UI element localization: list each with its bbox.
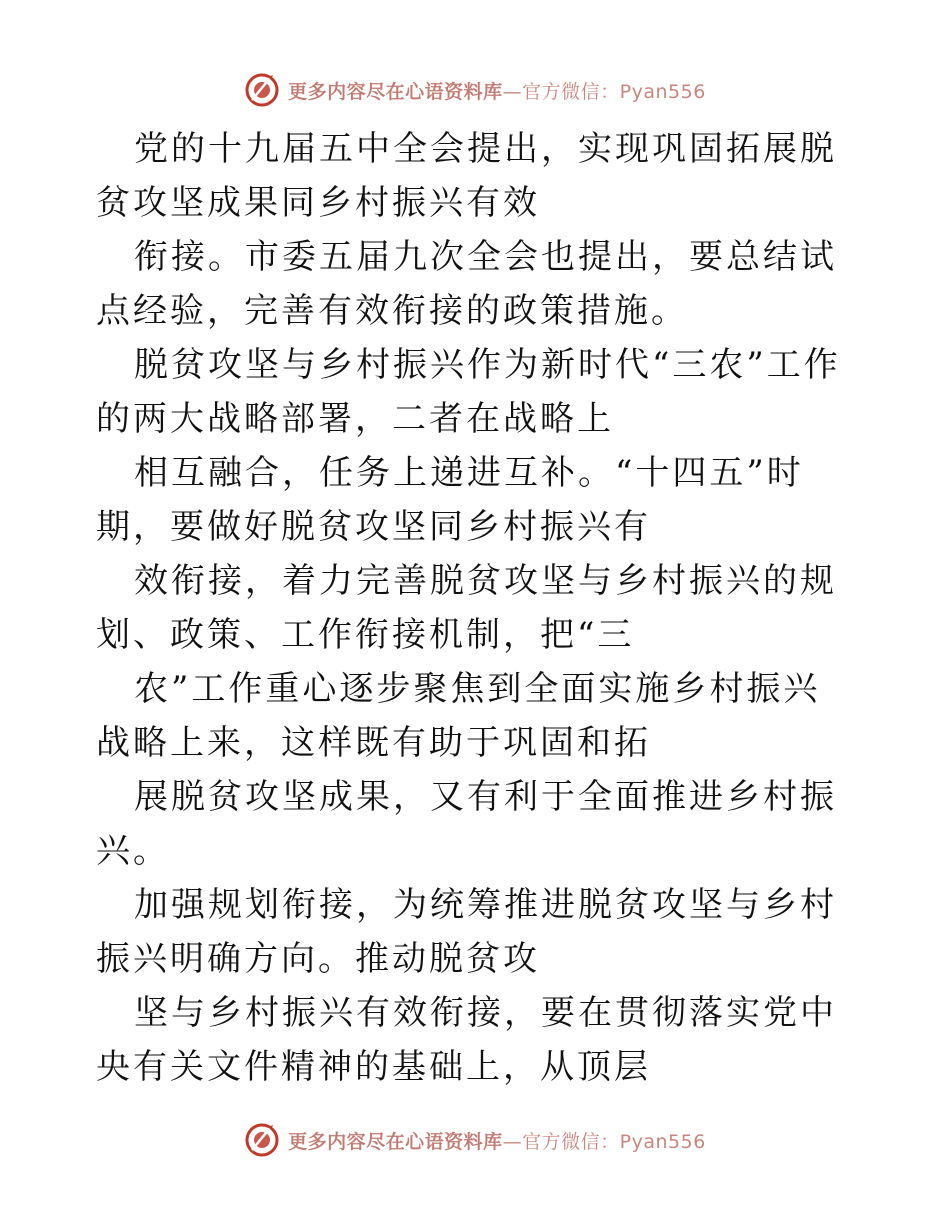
paragraph: 相互融合，任务上递进互补。“十四五”时期，要做好脱贫攻坚同乡村振兴有 (96, 453, 804, 547)
paragraph: 脱贫攻坚与乡村振兴作为新时代“三农”工作的两大战略部署，二者在战略上 (96, 345, 841, 439)
header-banner (0, 70, 950, 110)
banner-text-rest: —官方微信：Pyan556 (502, 80, 706, 103)
paragraph: 效衔接，着力完善脱贫攻坚与乡村振兴的规划、政策、工作衔接机制，把“三 (96, 561, 837, 655)
paragraph: 展脱贫攻坚成果，又有利于全面推进乡村振兴。 (96, 777, 837, 871)
logo-icon (244, 1122, 280, 1158)
banner-text-bold: 更多内容尽在心语资料库 (288, 1130, 503, 1153)
footer-banner (0, 1120, 950, 1160)
paragraph: 农”工作重心逐步聚焦到全面实施乡村振兴战略上来，这样既有助于巩固和拓 (96, 669, 821, 763)
document-body (96, 122, 856, 1094)
paragraph: 党的十九届五中全会提出，实现巩固拓展脱贫攻坚成果同乡村振兴有效 (96, 129, 837, 223)
banner-text (288, 77, 706, 104)
paragraph: 坚与乡村振兴有效衔接，要在贯彻落实党中央有关文件精神的基础上，从顶层 (96, 993, 837, 1087)
banner-text-bold: 更多内容尽在心语资料库 (288, 80, 503, 103)
logo-icon (244, 72, 280, 108)
paragraph: 加强规划衔接，为统筹推进脱贫攻坚与乡村振兴明确方向。推动脱贫攻 (96, 885, 837, 979)
paragraph: 衔接。市委五届九次全会也提出，要总结试点经验，完善有效衔接的政策措施。 (96, 237, 837, 331)
banner-text-rest: —官方微信：Pyan556 (502, 1130, 706, 1153)
banner-text (288, 1127, 706, 1154)
